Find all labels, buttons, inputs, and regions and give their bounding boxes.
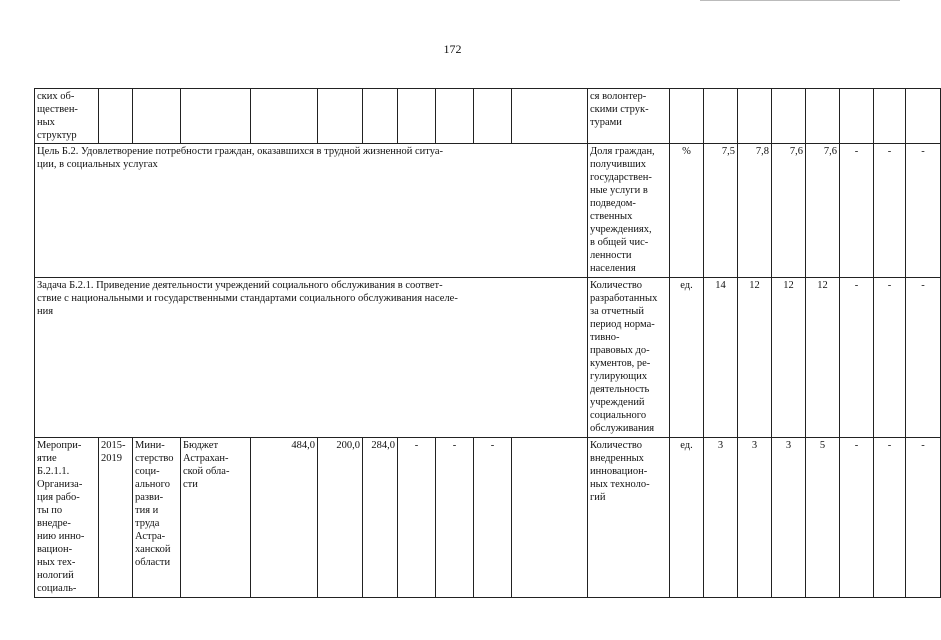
program-table [34,88,941,598]
goal-value-cell: - [874,144,906,278]
empty-cell [512,89,588,144]
task-value-cell: - [874,278,906,438]
empty-cell [738,89,772,144]
finance-year-cell: - [436,438,474,598]
goal-indicator-cell: Доля граждан, получивших государствен- ные услуги в подведом- ственных учреждениях, в общей чис- ленности населения [588,144,670,278]
cont-measure-cell: ских об- ществен- ных структур [35,89,99,144]
goal-value-cell: 7,8 [738,144,772,278]
empty-cell [181,89,251,144]
goal-value-cell: - [906,144,941,278]
goal-text-cell: Цель Б.2. Удовлетворение потребности граждан, оказавшихся в трудной жизненной ситуа- ции, в социальных услугах [35,144,588,278]
empty-cell [840,89,874,144]
table-row-goal [35,144,941,278]
empty-cell [99,89,133,144]
measure-value-cell: 3 [738,438,772,598]
goal-value-cell: 7,6 [806,144,840,278]
empty-cell [133,89,181,144]
task-text-cell: Задача Б.2.1. Приведение деятельности учреждений социального обслуживания в соответ- ствие с национальными и государственными стандартами социального обслуживания населе- ния [35,278,588,438]
table-row-task [35,278,941,438]
task-value-cell: 14 [704,278,738,438]
empty-cell [436,89,474,144]
table-row-measure [35,438,941,598]
measure-value-cell: 3 [704,438,738,598]
goal-value-cell: 7,6 [772,144,806,278]
empty-cell [251,89,318,144]
task-value-cell: 12 [806,278,840,438]
empty-cell [363,89,398,144]
measure-unit-cell: ед. [670,438,704,598]
top-edge-mark [700,0,900,1]
task-value-cell: 12 [772,278,806,438]
goal-unit-cell: % [670,144,704,278]
empty-cell [906,89,941,144]
task-indicator-cell: Количество разработанных за отчетный период норма- тивно- правовых до- кументов, ре- гулирующих деятельность учреждений социального обслуживания [588,278,670,438]
measure-value-cell: - [840,438,874,598]
goal-value-cell: 7,5 [704,144,738,278]
measure-period-cell: 2015- 2019 [99,438,133,598]
page-number: 172 [443,42,462,56]
empty-cell [398,89,436,144]
task-value-cell: - [840,278,874,438]
table-row-continuation [35,89,941,144]
empty-cell [474,89,512,144]
empty-cell [704,89,738,144]
finance-year-cell: 284,0 [363,438,398,598]
measure-value-cell: - [906,438,941,598]
measure-executor-cell: Мини- стерство соци- ального разви- тия и труда Астра- ханской области [133,438,181,598]
measure-value-cell: - [874,438,906,598]
finance-year-cell: 200,0 [318,438,363,598]
empty-cell [670,89,704,144]
empty-cell [512,438,588,598]
task-value-cell: - [906,278,941,438]
empty-cell [318,89,363,144]
measure-indicator-cell: Количество внедренных инновацион- ных техноло- гий [588,438,670,598]
empty-cell [806,89,840,144]
measure-source-cell: Бюджет Астрахан- ской обла- сти [181,438,251,598]
task-value-cell: 12 [738,278,772,438]
goal-value-cell: - [840,144,874,278]
empty-cell [874,89,906,144]
empty-cell [772,89,806,144]
finance-year-cell: - [398,438,436,598]
task-unit-cell: ед. [670,278,704,438]
measure-value-cell: 5 [806,438,840,598]
cont-indicator-cell: ся волонтер- скими струк- турами [588,89,670,144]
measure-name-cell: Меропри- ятие Б.2.1.1. Организа- ция рабо- ты по внедре- нию инно- вацион- ных тех- нологий социаль- [35,438,99,598]
finance-total-cell: 484,0 [251,438,318,598]
finance-year-cell: - [474,438,512,598]
measure-value-cell: 3 [772,438,806,598]
